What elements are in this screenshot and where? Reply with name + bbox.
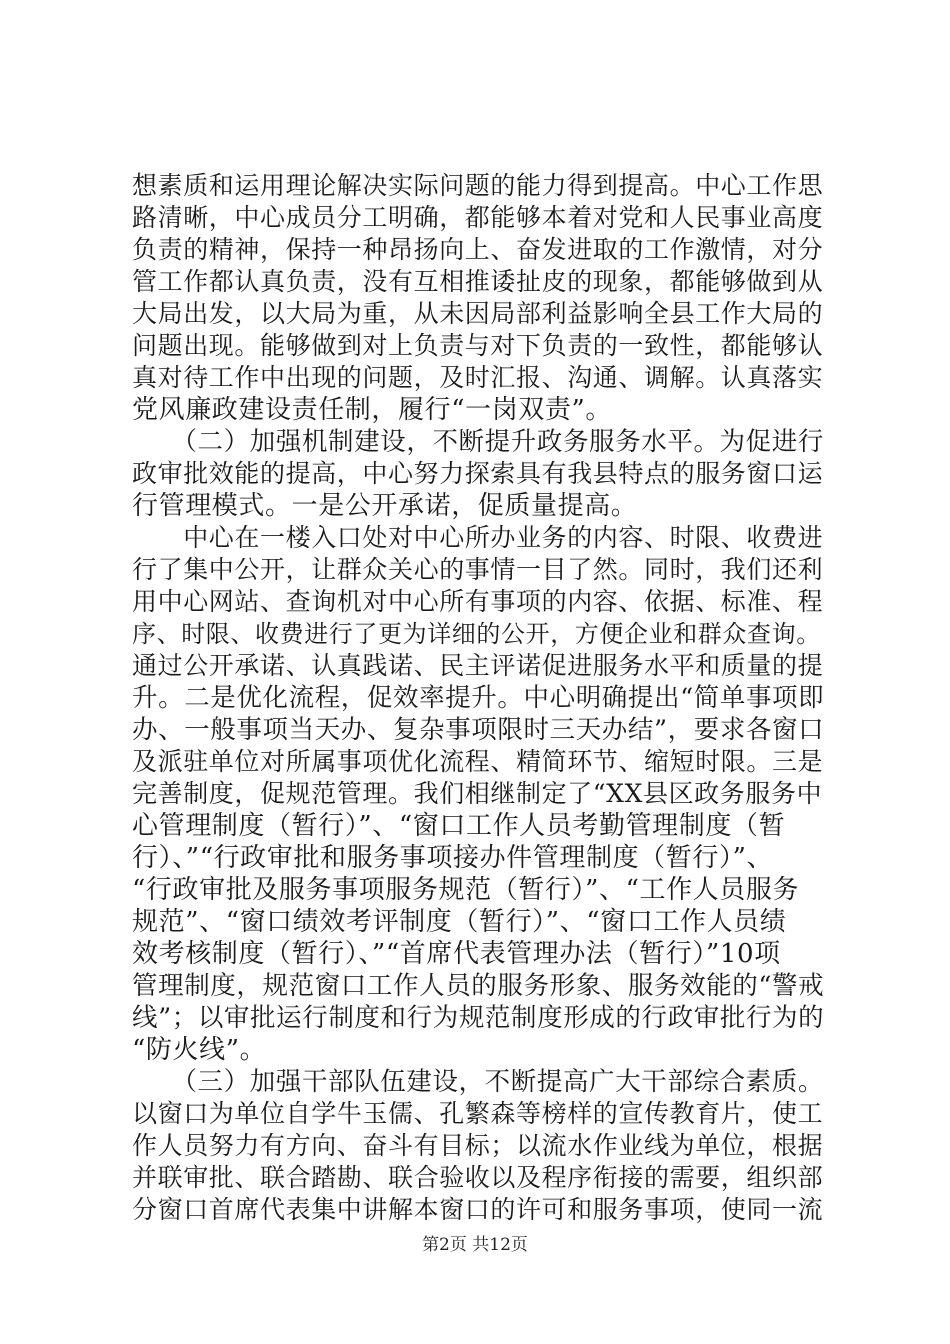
text-line: 线”；以审批运行制度和行为规范制度形成的行政审批行为的 bbox=[132, 1003, 825, 1033]
page-number: 第2页 共12页 bbox=[422, 1235, 528, 1255]
text-line: 党风廉政建设责任制，履行“一岗双责”。 bbox=[132, 395, 612, 425]
text-line: “行政审批及服务事项服务规范（暂行）”、“工作人员服务 bbox=[132, 875, 800, 905]
text-line: （三）加强干部队伍建设，不断提高广大干部综合素质。 bbox=[132, 1067, 824, 1097]
text-line: 真对待工作中出现的问题，及时汇报、沟通、调解。认真落实 bbox=[132, 363, 824, 392]
text-line: 心管理制度（暂行）”、“窗口工作人员考勤管理制度（暂 bbox=[132, 811, 786, 841]
text-line: “防火线”。 bbox=[132, 1035, 267, 1065]
text-line: 完善制度，促规范管理。我们相继制定了“XX县区政务服务中 bbox=[132, 779, 823, 808]
text-line: 行管理模式。一是公开承诺，促质量提高。 bbox=[132, 491, 638, 521]
text-line: 通过公开承诺、认真践诺、民主评诺促进服务水平和质量的提 bbox=[132, 651, 824, 680]
text-line: 及派驻单位对所属事项优化流程、精简环节、缩短时限。三是 bbox=[132, 747, 824, 776]
text-line: 分窗口首席代表集中讲解本窗口的许可和服务事项，使同一流 bbox=[132, 1195, 824, 1224]
text-line: 大局出发，以大局为重，从未因局部利益影响全县工作大局的 bbox=[132, 299, 824, 328]
text-line: 规范”、“窗口绩效考评制度（暂行）”、“窗口工作人员绩 bbox=[132, 907, 787, 937]
document-body bbox=[132, 170, 832, 1226]
text-line: 序、时限、收费进行了更为详细的公开，方便企业和群众查询。 bbox=[132, 620, 821, 648]
text-line: 管理制度，规范窗口工作人员的服务形象、服务效能的“警戒 bbox=[132, 971, 825, 1001]
text-line: 路清晰，中心成员分工明确，都能够本着对党和人民事业高度 bbox=[132, 203, 824, 232]
text-line: 效考核制度（暂行）、”“首席代表管理办法（暂行）”10项 bbox=[132, 939, 781, 969]
text-line: 作人员努力有方向、奋斗有目标；以流水作业线为单位，根据 bbox=[132, 1131, 824, 1160]
text-line: 中心在一楼入口处对中心所办业务的内容、时限、收费进 bbox=[132, 523, 824, 552]
text-line: 想素质和运用理论解决实际问题的能力得到提高。中心工作思 bbox=[132, 171, 824, 200]
text-line: 用中心网站、查询机对中心所有事项的内容、依据、标准、程 bbox=[132, 587, 824, 616]
text-line: 管工作都认真负责，没有互相推诿扯皮的现象，都能够做到从 bbox=[132, 267, 824, 296]
text-line: 以窗口为单位自学牛玉儒、孔繁森等榜样的宣传教育片，使工 bbox=[132, 1099, 824, 1128]
text-line: 办、一般事项当天办、复杂事项限时三天办结”，要求各窗口 bbox=[132, 715, 825, 745]
text-line: 升。二是优化流程，促效率提升。中心明确提出“简单事项即 bbox=[132, 683, 825, 713]
text-line: 负责的精神，保持一种昂扬向上、奋发进取的工作激情，对分 bbox=[132, 235, 824, 264]
text-line: 并联审批、联合踏勘、联合验收以及程序衔接的需要，组织部 bbox=[132, 1163, 824, 1192]
text-line: 问题出现。能够做到对上负责与对下负责的一致性，都能够认 bbox=[132, 331, 824, 360]
text-line: 行）、”“行政审批和服务事项接办件管理制度（暂行）”、 bbox=[132, 843, 774, 873]
text-line: 政审批效能的提高，中心努力探索具有我县特点的服务窗口运 bbox=[132, 459, 824, 488]
text-line: （二）加强机制建设，不断提升政务服务水平。为促进行 bbox=[132, 427, 824, 457]
text-line: 行了集中公开，让群众关心的事情一目了然。同时，我们还利 bbox=[132, 555, 824, 584]
